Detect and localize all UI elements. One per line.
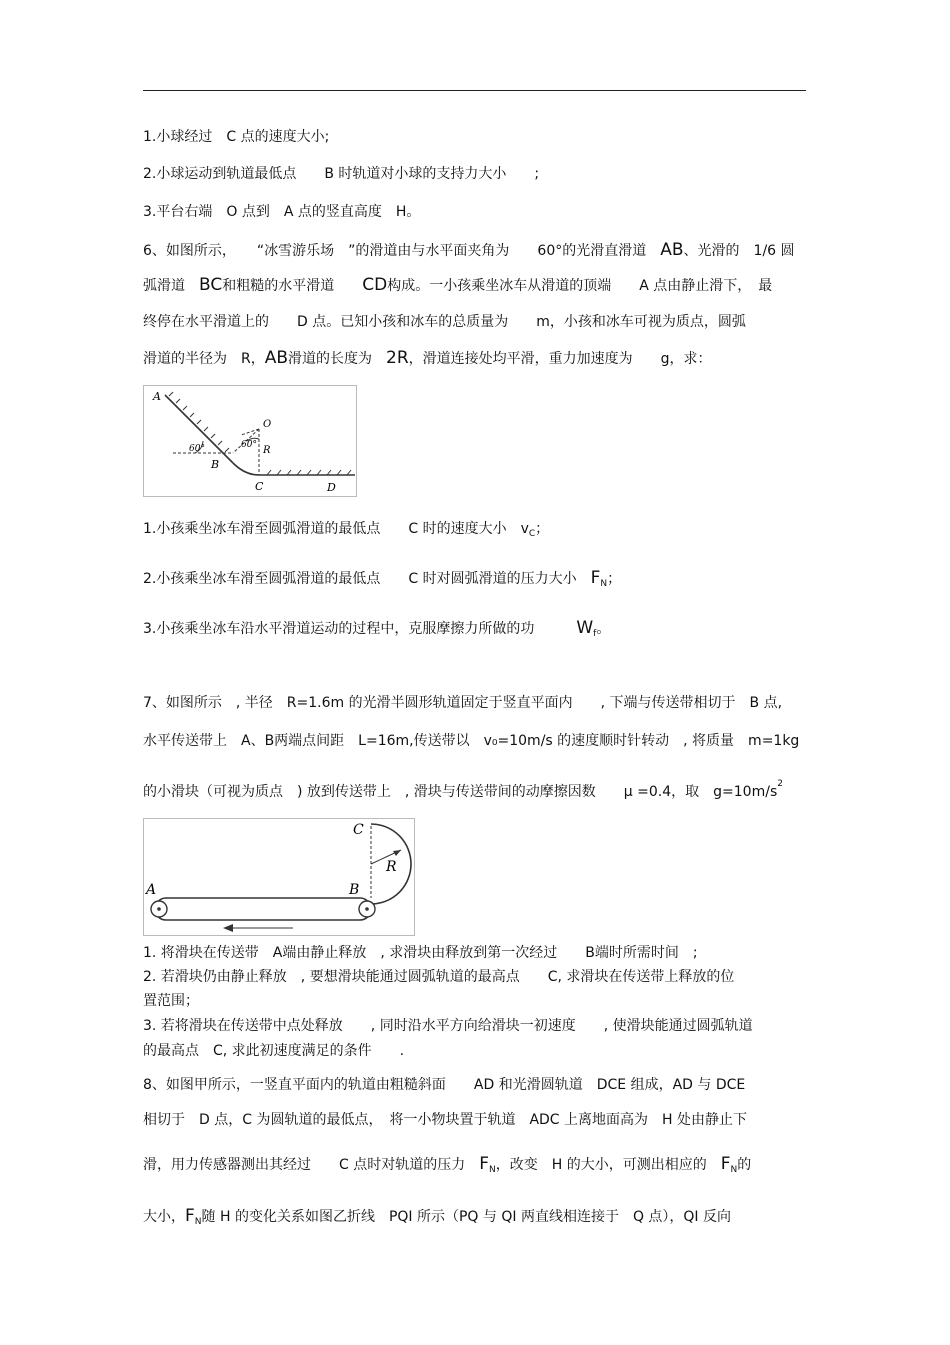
p6-text-line-4: 滑道的半径为 R，AB滑道的长度为 2R，滑道连接处均平滑，重力加速度为 g，求：: [143, 348, 712, 368]
p7-conveyor-figure: [143, 818, 415, 940]
p8-text-line-3: 滑，用力传感器测出其经过 C 点时对轨道的压力 $F_N$，改变 H 的大小，可测出相应的 $F_N$的: [143, 1154, 752, 1175]
p8-text-line-4: 大小，$F_N$随 H 的变化关系如图乙折线 PQI 所示（PQ 与 QI 两直线相连接于 Q 点），QI 反向: [143, 1206, 732, 1227]
p7-question-2-line-1: 2. 若滑块仍由静止释放 , 要想滑块能通过圆弧轨道的最高点 C, 求滑块在传送带上释放的位: [143, 969, 735, 985]
p5-question-2: 2.小球运动到轨道最低点 B 时轨道对小球的支持力大小 ;: [143, 166, 540, 182]
p6-question-1: 1.小孩乘坐冰车滑至圆弧滑道的最低点 C 时的速度大小 $v_C$；: [143, 521, 550, 539]
label-a: A: [146, 882, 157, 898]
p7-text-line-2: 水平传送带上 A、B两端点间距 L=16m,传送带以 v₀=10m/s 的速度顺时针转动 , 将质量 m=1kg: [143, 733, 800, 749]
label-b: B: [211, 458, 220, 471]
p5-question-1: 1.小球经过 C 点的速度大小;: [143, 129, 330, 145]
label-angle-2: 60°: [241, 440, 257, 450]
p7-question-3-line-1: 3. 若将滑块在传送带中点处释放 , 同时沿水平方向给滑块一初速度 , 使滑块能通过圆弧轨道: [143, 1018, 753, 1034]
label-a: A: [153, 390, 161, 403]
header-rule: [143, 90, 806, 91]
label-d: D: [327, 481, 336, 494]
p8-text-line-1: 8、如图甲所示，一竖直平面内的轨道由粗糙斜面 AD 和光滑圆轨道 DCE 组成，AD 与 DCE: [143, 1077, 746, 1093]
label-c: C: [255, 480, 264, 493]
p5-question-3: 3.平台右端 O 点到 A 点的竖直高度 H。: [143, 204, 421, 220]
p7-text-line-1: 7、如图所示 , 半径 R=1.6m 的光滑半圆形轨道固定于竖直平面内 , 下端与传送带相切于 B 点,: [143, 695, 783, 711]
p7-question-3-line-2: 的最高点 C, 求此初速度满足的条件 .: [143, 1043, 405, 1059]
label-r: R: [386, 859, 397, 875]
p7-question-2-line-2: 置范围；: [143, 993, 199, 1009]
p7-question-1: 1. 将滑块在传送带 A端由静止释放 , 求滑块由释放到第一次经过 B端时所需时间 ;: [143, 945, 698, 961]
p6-text-line-3: 终停在水平滑道上的 D 点。已知小孩和冰车的总质量为 m，小孩和冰车可视为质点，圆弧: [143, 314, 746, 330]
label-b: B: [349, 882, 360, 898]
label-angle-1: 60°: [189, 444, 205, 454]
label-o: O: [263, 419, 272, 430]
p8-text-line-2: 相切于 D 点，C 为圆轨道的最低点， 将一小物块置于轨道 ADC 上离地面高为 H 处由静止下: [143, 1112, 748, 1128]
p6-text-line-2: 弧滑道 BC和粗糙的水平滑道 CD构成。一小孩乘坐冰车从滑道的顶端 A 点由静止滑下， 最: [143, 275, 773, 295]
p6-question-2: 2.小孩乘坐冰车滑至圆弧滑道的最低点 C 时对圆弧滑道的压力大小 $F_N$；: [143, 568, 622, 589]
label-r: R: [263, 445, 271, 456]
label-c: C: [353, 822, 364, 838]
p6-question-3: 3.小孩乘坐冰车沿水平滑道运动的过程中，克服摩擦力所做的功 $W_f$。: [143, 618, 611, 639]
p6-text-line-1: 6、如图所示， “冰雪游乐场 ”的滑道由与水平面夹角为 60°的光滑直滑道 AB、光滑的 1/6 圆: [143, 240, 795, 260]
p7-text-line-3: 的小滑块（可视为质点 ) 放到传送带上 , 滑块与传送带间的动摩擦因数 μ =0.4，取 $g=10m/s^2$: [143, 779, 783, 800]
p6-slide-figure: [143, 385, 357, 501]
